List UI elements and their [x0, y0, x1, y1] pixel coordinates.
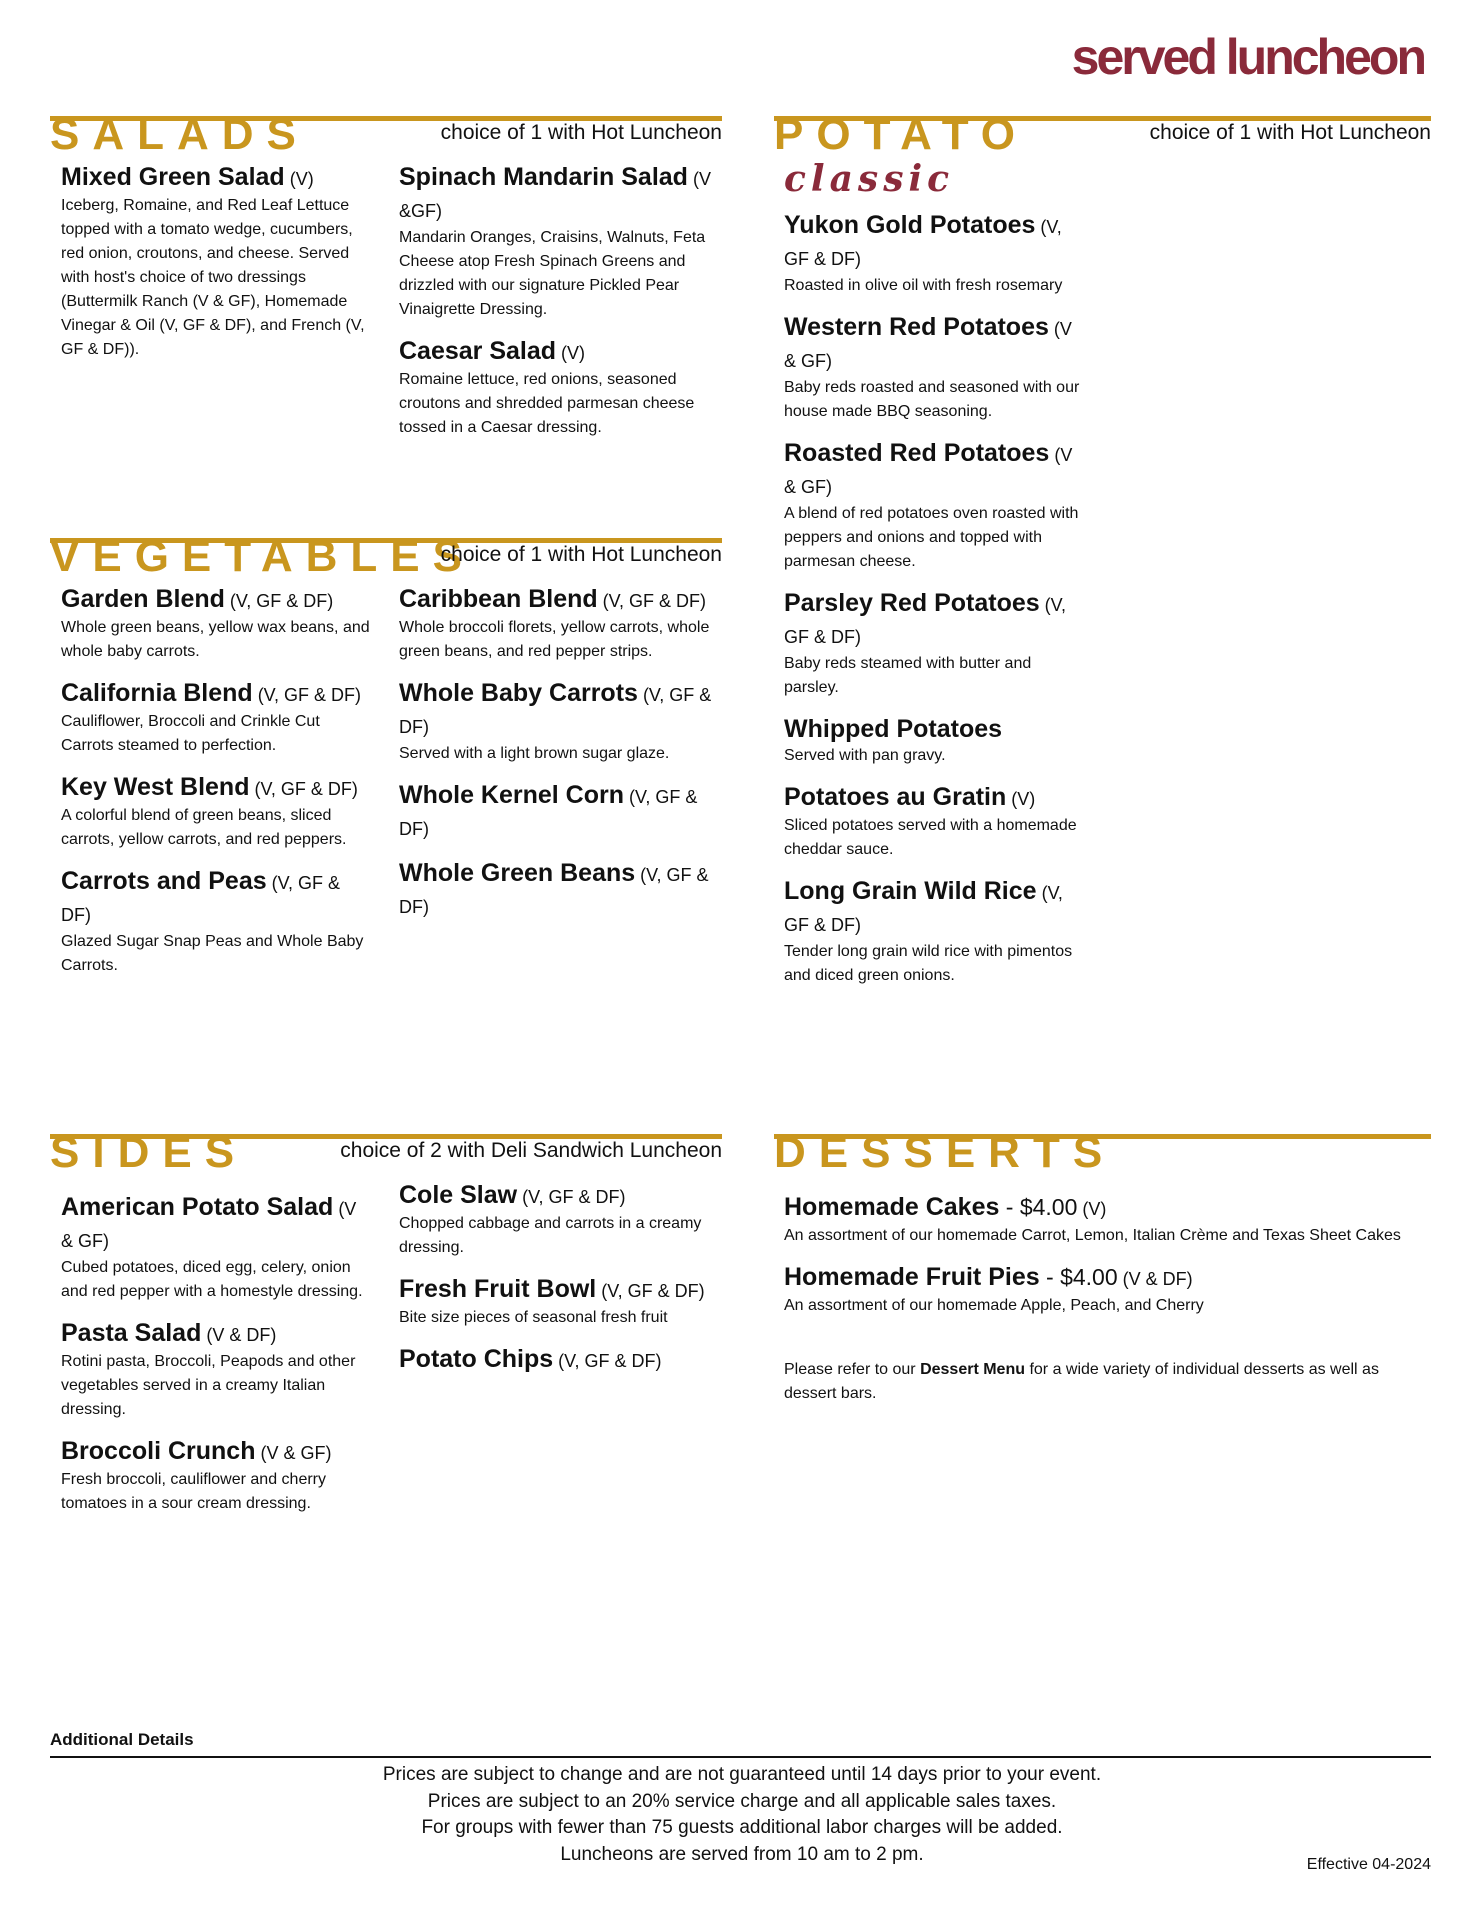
footer-line: Prices are subject to an 20% service charge and all applicable sales taxes. — [427, 1790, 1057, 1812]
sides-header — [50, 1128, 722, 1180]
menu-item — [399, 162, 722, 322]
menu-item-dietary-tags: (V) — [284, 169, 314, 189]
menu-item-title — [399, 678, 722, 742]
footer-line: For groups with fewer than 75 guests additional labor charges will be added. — [421, 1817, 1063, 1838]
footer-line: Luncheons are served from 10 am to 2 pm. — [560, 1843, 924, 1865]
sides-col-right — [399, 1180, 722, 1390]
menu-item-name: Garden Blend — [61, 585, 225, 613]
menu-item-description: Fresh broccoli, cauliflower and cherry tomatoes in a sour cream dressing. — [61, 1471, 326, 1512]
menu-item-title — [61, 1318, 371, 1350]
potato-note: choice of 1 with Hot Luncheon — [1149, 121, 1431, 144]
menu-item-description: A colorful blend of green beans, sliced carrots, yellow carrots, and red peppers. — [61, 807, 347, 848]
menu-item-description: Served with pan gravy. — [784, 747, 946, 764]
menu-item-dietary-tags: (V, GF & DF) — [399, 865, 709, 917]
menu-item-title — [784, 588, 1084, 652]
salads-col-right — [399, 162, 722, 454]
menu-item-title — [399, 1274, 722, 1306]
menu-item-title — [399, 336, 722, 368]
sides-title: SIDES — [50, 1128, 248, 1177]
menu-item — [61, 1318, 371, 1422]
menu-item-name: Whole Baby Carrots — [399, 679, 638, 707]
menu-item-title — [784, 1262, 1424, 1294]
menu-item-name: American Potato Salad — [61, 1193, 334, 1221]
menu-item-title — [784, 1192, 1424, 1224]
vegetables-col-left — [61, 584, 371, 992]
menu-item-description: Cubed potatoes, diced egg, celery, onion and red pepper with a homestyle dressing. — [61, 1259, 363, 1300]
menu-item-title — [399, 1180, 722, 1212]
menu-item-dietary-tags: (V) — [1006, 789, 1036, 809]
menu-item-name: Potatoes au Gratin — [784, 783, 1007, 811]
menu-item-title — [61, 584, 371, 616]
menu-item — [399, 858, 722, 922]
menu-item-title — [784, 438, 1084, 502]
menu-item-title — [399, 162, 722, 226]
footer-details — [0, 1762, 1484, 1868]
menu-item — [61, 162, 371, 362]
menu-item-title — [399, 780, 722, 844]
menu-item-description: Chopped cabbage and carrots in a creamy dressing. — [399, 1215, 702, 1256]
menu-item-description: Bite size pieces of seasonal fresh fruit — [399, 1309, 668, 1326]
salads-section — [50, 110, 722, 436]
desserts-section — [774, 1128, 1431, 1402]
effective-date: Effective 04-2024 — [1306, 1856, 1431, 1873]
menu-item-description: Iceberg, Romaine, and Red Leaf Lettuce topped with a tomato wedge, cucumbers, red onion, croutons, and cheese. Served with host's choice of two dressings (Buttermilk Ranch (V & GF), Homemade Vinegar & Oil (V, GF & DF), and French (V, GF & DF)). — [61, 197, 365, 358]
desserts-col — [784, 1192, 1424, 1406]
menu-item-description: A blend of red potatoes oven roasted with peppers and onions and topped with parmesan cheese. — [784, 505, 1079, 570]
menu-item-name: Cole Slaw — [399, 1181, 518, 1209]
menu-item-name: Fresh Fruit Bowl — [399, 1275, 597, 1303]
menu-item-description: Baby reds steamed with butter and parsley. — [784, 655, 1032, 696]
menu-item-dietary-tags: (V, GF & DF) — [224, 591, 334, 611]
menu-item — [784, 876, 1084, 988]
menu-item — [784, 714, 1084, 768]
sides-col-left — [61, 1192, 371, 1530]
menu-item-dietary-tags: (V &GF) — [399, 169, 711, 221]
menu-item-dietary-tags: (V & GF) — [61, 1199, 357, 1251]
dessert-menu-reference: Dessert Menu — [920, 1361, 1025, 1378]
menu-item — [399, 1274, 722, 1330]
menu-item-name: Spinach Mandarin Salad — [399, 163, 688, 191]
potato-title: POTATO — [774, 110, 1028, 159]
menu-item — [61, 1436, 371, 1516]
menu-item-description: Romaine lettuce, red onions, seasoned croutons and shredded parmesan cheese tossed in a Caesar dressing. — [399, 371, 695, 436]
vegetables-section — [50, 532, 722, 974]
menu-item-title — [399, 1344, 722, 1376]
menu-item-title — [784, 312, 1084, 376]
desserts-title: DESSERTS — [774, 1128, 1116, 1177]
menu-item-title — [61, 772, 371, 804]
vegetables-note: choice of 1 with Hot Luncheon — [440, 543, 722, 566]
menu-item — [61, 584, 371, 664]
dessert-note-pre: Please refer to our — [784, 1361, 921, 1378]
menu-item-dietary-tags: (V, GF & DF) — [517, 1187, 626, 1207]
menu-item-name: Homemade Cakes — [784, 1193, 1000, 1221]
vegetables-col-right — [399, 584, 722, 936]
salads-note: choice of 1 with Hot Luncheon — [440, 121, 722, 144]
menu-item-name: Potato Chips — [399, 1345, 554, 1373]
menu-item-name: Caesar Salad — [399, 337, 557, 365]
menu-item — [61, 1192, 371, 1304]
menu-item-name: Carrots and Peas — [61, 867, 267, 895]
menu-item — [784, 1192, 1424, 1248]
sides-note: choice of 2 with Deli Sandwich Luncheon — [340, 1139, 722, 1162]
menu-item-name: Caribbean Blend — [399, 585, 598, 613]
menu-item-dietary-tags: (V, GF & DF) — [597, 591, 706, 611]
menu-item-name: Pasta Salad — [61, 1319, 202, 1347]
menu-item-title — [61, 678, 371, 710]
menu-item-dietary-tags: (V, GF & DF) — [553, 1351, 662, 1371]
menu-item-name: Mixed Green Salad — [61, 163, 285, 191]
menu-item-title — [61, 162, 371, 194]
desserts-list — [784, 1192, 1424, 1318]
menu-item-dietary-tags: (V, GF & DF) — [249, 779, 358, 799]
menu-item — [784, 438, 1084, 574]
menu-item-name: Roasted Red Potatoes — [784, 439, 1050, 467]
menu-item — [399, 1344, 722, 1376]
menu-item-title — [61, 1192, 371, 1256]
salads-col-left — [61, 162, 371, 376]
menu-item-description: An assortment of our homemade Carrot, Lemon, Italian Crème and Texas Sheet Cakes — [784, 1227, 1401, 1244]
menu-item-description: Glazed Sugar Snap Peas and Whole Baby Carrots. — [61, 933, 364, 974]
menu-item-description: Cauliflower, Broccoli and Crinkle Cut Carrots steamed to perfection. — [61, 713, 320, 754]
menu-item-dietary-tags: (V) — [556, 343, 586, 363]
menu-item-name: Yukon Gold Potatoes — [784, 211, 1036, 239]
menu-item-description: Tender long grain wild rice with pimentos and diced green onions. — [784, 943, 1073, 984]
menu-item — [61, 678, 371, 758]
menu-item-dietary-tags: (V, GF & DF) — [596, 1281, 705, 1301]
menu-item-name: Parsley Red Potatoes — [784, 589, 1040, 617]
menu-item — [61, 866, 371, 978]
salads-title: SALADS — [50, 110, 309, 159]
menu-item-name: Whole Green Beans — [399, 859, 636, 887]
menu-item-dietary-tags: (V & DF) — [1117, 1269, 1193, 1289]
menu-item-description: Baby reds roasted and seasoned with our house made BBQ seasoning. — [784, 379, 1080, 420]
menu-item-price: - $4.00 — [999, 1194, 1078, 1220]
footer-line: Prices are subject to change and are not guaranteed until 14 days prior to your event. — [382, 1764, 1102, 1785]
menu-item-name: Key West Blend — [61, 773, 250, 801]
menu-item-name: Homemade Fruit Pies — [784, 1263, 1040, 1291]
potato-list — [784, 210, 1084, 988]
menu-item-description: Mandarin Oranges, Craisins, Walnuts, Feta Cheese atop Fresh Spinach Greens and drizzled with our signature Pickled Pear Vinaigrette Dressing. — [399, 229, 706, 318]
salads-header — [50, 110, 722, 162]
menu-item — [784, 782, 1084, 862]
menu-item — [399, 678, 722, 766]
menu-item-dietary-tags: (V) — [1077, 1199, 1107, 1219]
menu-item-description: An assortment of our homemade Apple, Peach, and Cherry — [784, 1297, 1204, 1314]
menu-item-dietary-tags: (V & GF) — [784, 445, 1073, 497]
menu-item-title — [61, 866, 371, 930]
menu-item-dietary-tags: (V, GF & DF) — [784, 217, 1062, 269]
menu-item-description: Served with a light brown sugar glaze. — [399, 745, 670, 762]
menu-item-dietary-tags: (V, GF & DF) — [61, 873, 340, 925]
menu-item-name: Long Grain Wild Rice — [784, 877, 1037, 905]
potato-col — [784, 156, 1084, 1002]
menu-item-title — [784, 876, 1084, 940]
desserts-header — [774, 1128, 1431, 1180]
menu-item-dietary-tags: (V, GF & DF) — [399, 787, 698, 839]
menu-item-dietary-tags: (V & GF) — [255, 1443, 332, 1463]
menu-item-dietary-tags: (V, GF & DF) — [784, 595, 1067, 647]
menu-item-title — [61, 1436, 371, 1468]
menu-item-title — [399, 858, 722, 922]
potato-subtitle: classic — [784, 158, 955, 200]
menu-item-dietary-tags: (V & GF) — [784, 319, 1072, 371]
footer-divider — [50, 1756, 1431, 1758]
menu-item — [784, 1262, 1424, 1318]
menu-item-title — [399, 584, 722, 616]
menu-item-name: Broccoli Crunch — [61, 1437, 256, 1465]
dessert-menu-note — [784, 1358, 1424, 1406]
menu-item-name: California Blend — [61, 679, 253, 707]
menu-item — [784, 588, 1084, 700]
menu-item-name: Western Red Potatoes — [784, 313, 1049, 341]
menu-item-dietary-tags: (V, GF & DF) — [784, 883, 1063, 935]
menu-item-title — [784, 782, 1084, 814]
menu-item-description: Roasted in olive oil with fresh rosemary — [784, 277, 1063, 294]
additional-details-label: Additional Details — [50, 1730, 194, 1749]
menu-item — [399, 584, 722, 664]
potato-section — [774, 110, 1431, 984]
menu-item-description: Whole green beans, yellow wax beans, and whole baby carrots. — [61, 619, 370, 660]
menu-item — [784, 312, 1084, 424]
menu-item-name: Whole Kernel Corn — [399, 781, 625, 809]
menu-item-description: Whole broccoli florets, yellow carrots, whole green beans, and red pepper strips. — [399, 619, 710, 660]
vegetables-title: VEGETABLES — [50, 532, 476, 581]
menu-item-dietary-tags: (V & DF) — [201, 1325, 277, 1345]
menu-item-dietary-tags: (V, GF & DF) — [252, 685, 362, 705]
menu-item — [784, 210, 1084, 298]
menu-item-dietary-tags: (V, GF & DF) — [399, 685, 712, 737]
menu-item-description: Rotini pasta, Broccoli, Peapods and other vegetables served in a creamy Italian dressing. — [61, 1353, 356, 1418]
menu-item — [399, 780, 722, 844]
menu-item-name: Whipped Potatoes — [784, 715, 1003, 743]
vegetables-header — [50, 532, 722, 584]
sides-section — [50, 1128, 722, 1512]
menu-item-description: Sliced potatoes served with a homemade cheddar sauce. — [784, 817, 1077, 858]
dessert-note-post: for a wide variety of individual desserts as well as dessert bars. — [784, 1361, 1379, 1402]
menu-item-title — [784, 210, 1084, 274]
page-title: served luncheon — [1071, 29, 1424, 85]
menu-item-price: - $4.00 — [1039, 1264, 1118, 1290]
menu-item-title — [784, 714, 1084, 744]
menu-item — [61, 772, 371, 852]
menu-item — [399, 1180, 722, 1260]
menu-item — [399, 336, 722, 440]
